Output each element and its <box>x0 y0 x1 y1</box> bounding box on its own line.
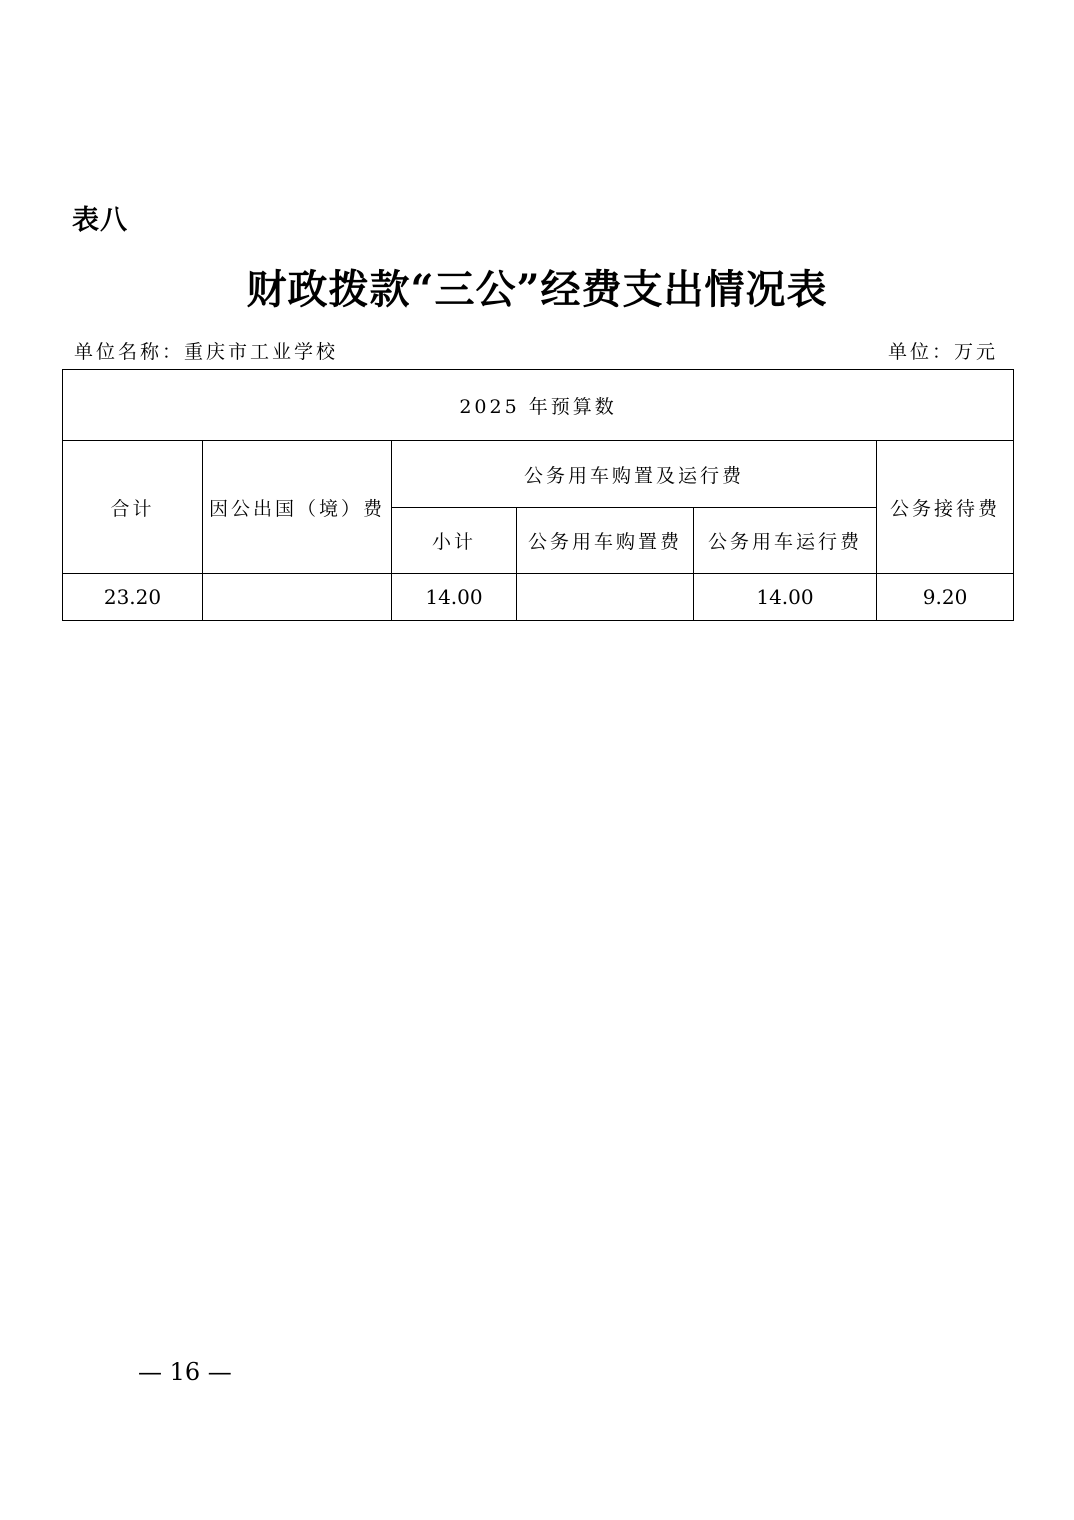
header-vehicle-group: 公务用车购置及运行费 <box>392 441 877 508</box>
cell-subtotal: 14.00 <box>392 574 517 621</box>
header-vehicle-purchase: 公务用车购置费 <box>517 508 694 574</box>
budget-table <box>62 369 1014 621</box>
table-label: 表八 <box>72 205 128 236</box>
page-title: 财政拨款“三公”经费支出情况表 <box>246 266 828 313</box>
year-header: 2025 年预算数 <box>63 370 1014 441</box>
table-header-row <box>63 441 1014 508</box>
header-overseas: 因公出国（境）费 <box>203 441 392 574</box>
header-vehicle-operation: 公务用车运行费 <box>694 508 877 574</box>
cell-reception: 9.20 <box>877 574 1014 621</box>
cell-total: 23.20 <box>63 574 203 621</box>
unit-label: 单位：万元 <box>887 341 998 363</box>
unit-name: 单位名称：重庆市工业学校 <box>74 341 339 363</box>
cell-vehicle-purchase <box>517 574 694 621</box>
header-total: 合计 <box>63 441 203 574</box>
table-header-row <box>63 370 1014 441</box>
page-number: — 16 — <box>138 1358 232 1386</box>
cell-vehicle-operation: 14.00 <box>694 574 877 621</box>
table-row <box>63 574 1014 621</box>
header-reception: 公务接待费 <box>877 441 1014 574</box>
cell-overseas <box>203 574 392 621</box>
header-subtotal: 小计 <box>392 508 517 574</box>
